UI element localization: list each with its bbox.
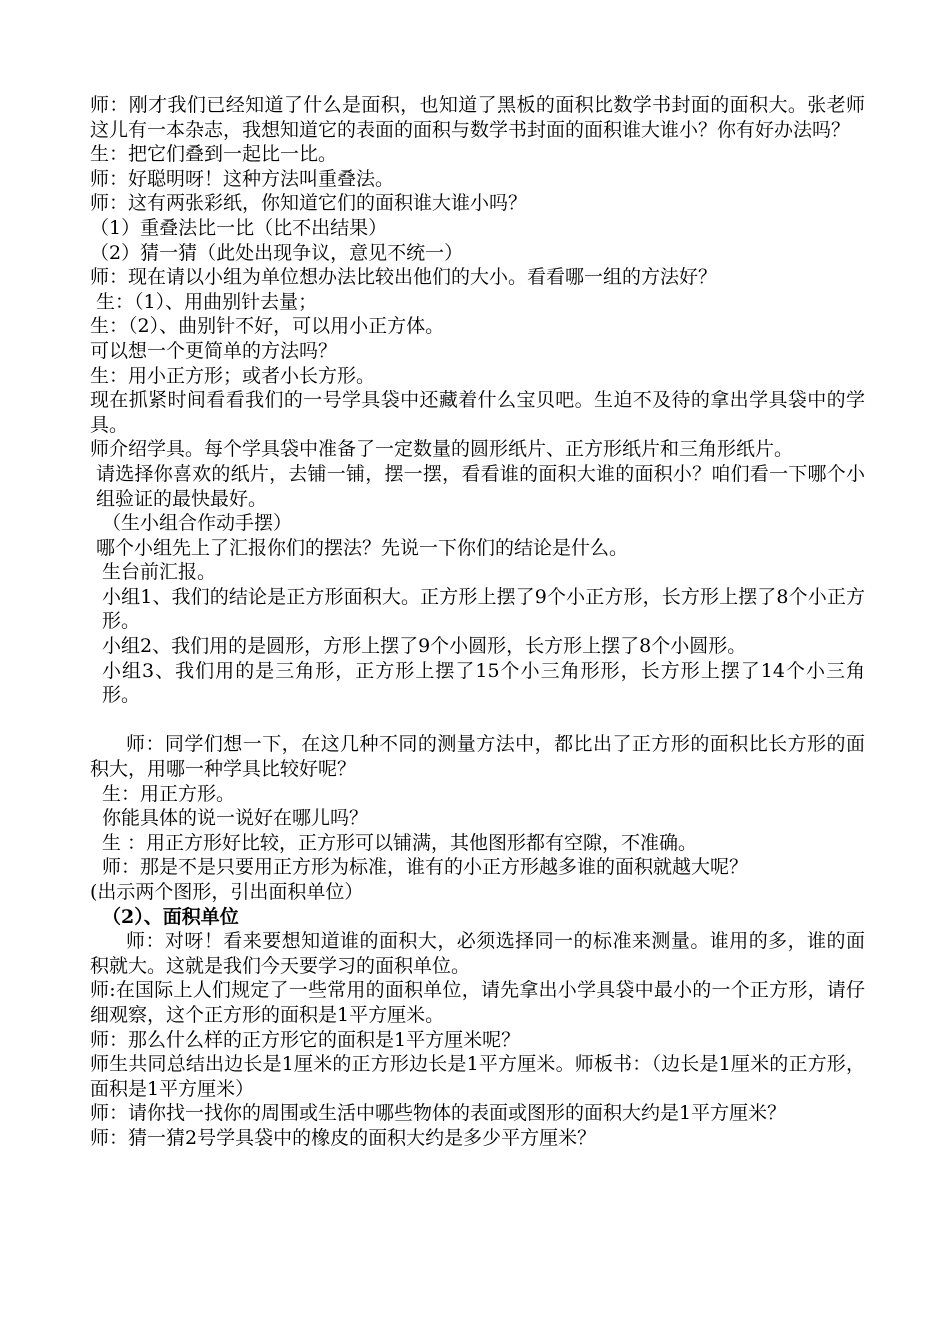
paragraph: 师：那是不是只要用正方形为标准，谁有的小正方形越多谁的面积就越大呢？	[102, 856, 749, 879]
paragraph: 生：（2）、曲别针不好，可以用小正方体。	[90, 315, 445, 338]
paragraph: 生：把它们叠到一起比一比。	[90, 143, 338, 166]
paragraph: 师：这有两张彩纸，你知道它们的面积谁大谁小吗？	[90, 192, 528, 215]
paragraph: 小组1、我们的结论是正方形面积大。正方形上摆了9个小正方形，长方形上摆了8个小正方形。	[102, 585, 865, 633]
paragraph: 师生共同总结出边长是1厘米的正方形边长是1平方厘米。师板书：（边长是1厘米的正方形，面积是1平方厘米）	[90, 1053, 865, 1100]
document-page	[90, 93, 865, 1151]
paragraph: 师：好聪明呀！这种方法叫重叠法。	[90, 167, 395, 190]
paragraph: 生：用小正方形；或者小长方形。	[90, 364, 376, 387]
paragraph: （1）重叠法比一比（比不出结果）	[90, 216, 388, 239]
paragraph: 师：现在请以小组为单位想办法比较出他们的大小。看看哪一组的方法好？	[90, 266, 718, 289]
paragraph: 请选择你喜欢的纸片，去铺一铺，摆一摆，看看谁的面积大谁的面积小？咱们看一下哪个小组验证的最快最好。	[96, 462, 865, 510]
blank-line	[90, 708, 865, 733]
paragraph: 现在抓紧时间看看我们的一号学具袋中还藏着什么宝贝吧。生迫不及待的拿出学具袋中的学具。	[90, 389, 865, 436]
paragraph: 师：猜一猜2号学具袋中的橡皮的面积大约是多少平方厘米？	[90, 1126, 597, 1149]
paragraph: 生 ：用正方形好比较，正方形可以铺满，其他图形都有空隙，不准确。	[102, 831, 698, 854]
paragraph: (出示两个图形，引出面积单位）	[90, 881, 364, 903]
paragraph: 哪个小组先上了汇报你们的摆法？先说一下你们的结论是什么。	[96, 536, 629, 559]
paragraph: 小组3、我们用的是三角形，正方形上摆了15个小三角形形，长方形上摆了14个小三角形。	[102, 659, 865, 707]
paragraph: 师：那么什么样的正方形它的面积是1平方厘米呢？	[90, 1028, 521, 1051]
paragraph: 生台前汇报。	[102, 561, 217, 584]
paragraph: 师：对呀！看来要想知道谁的面积大，必须选择同一的标准来测量。谁用的多，谁的面积就大。这就是我们今天要学习的面积单位。	[90, 930, 865, 977]
paragraph: 生：用正方形。	[102, 782, 236, 805]
paragraph: 师：刚才我们已经知道了什么是面积，也知道了黑板的面积比数学书封面的面积大。张老师这儿有一本杂志，我想知道它的表面的面积与数学书封面的面积谁大谁小？你有好办法吗？	[90, 94, 865, 141]
paragraph: （生小组合作动手摆）	[102, 512, 293, 535]
paragraph: 师介绍学具。每个学具袋中准备了一定数量的圆形纸片、正方形纸片和三角形纸片。	[90, 438, 794, 461]
section-heading: （2）、面积单位	[102, 905, 239, 928]
paragraph: 生：（1）、用曲别针去量；	[96, 290, 318, 313]
paragraph: （2）猜一猜（此处出现争议，意见不统一）	[90, 241, 464, 264]
paragraph: 师：请你找一找你的周围或生活中哪些物体的表面或图形的面积大约是1平方厘米？	[90, 1102, 787, 1125]
paragraph: 师:在国际上人们规定了一些常用的面积单位，请先拿出小学具袋中最小的一个正方形，请仔细观察，这个正方形的面积是1平方厘米。	[90, 979, 865, 1026]
paragraph: 师：同学们想一下，在这几种不同的测量方法中，都比出了正方形的面积比长方形的面积大，用哪一种学具比较好呢？	[90, 733, 865, 781]
paragraph: 小组2、我们用的是圆形，方形上摆了9个小圆形，长方形上摆了8个小圆形。	[102, 635, 747, 658]
paragraph: 可以想一个更简单的方法吗？	[90, 339, 338, 362]
paragraph: 你能具体的说一说好在哪儿吗？	[102, 807, 369, 830]
